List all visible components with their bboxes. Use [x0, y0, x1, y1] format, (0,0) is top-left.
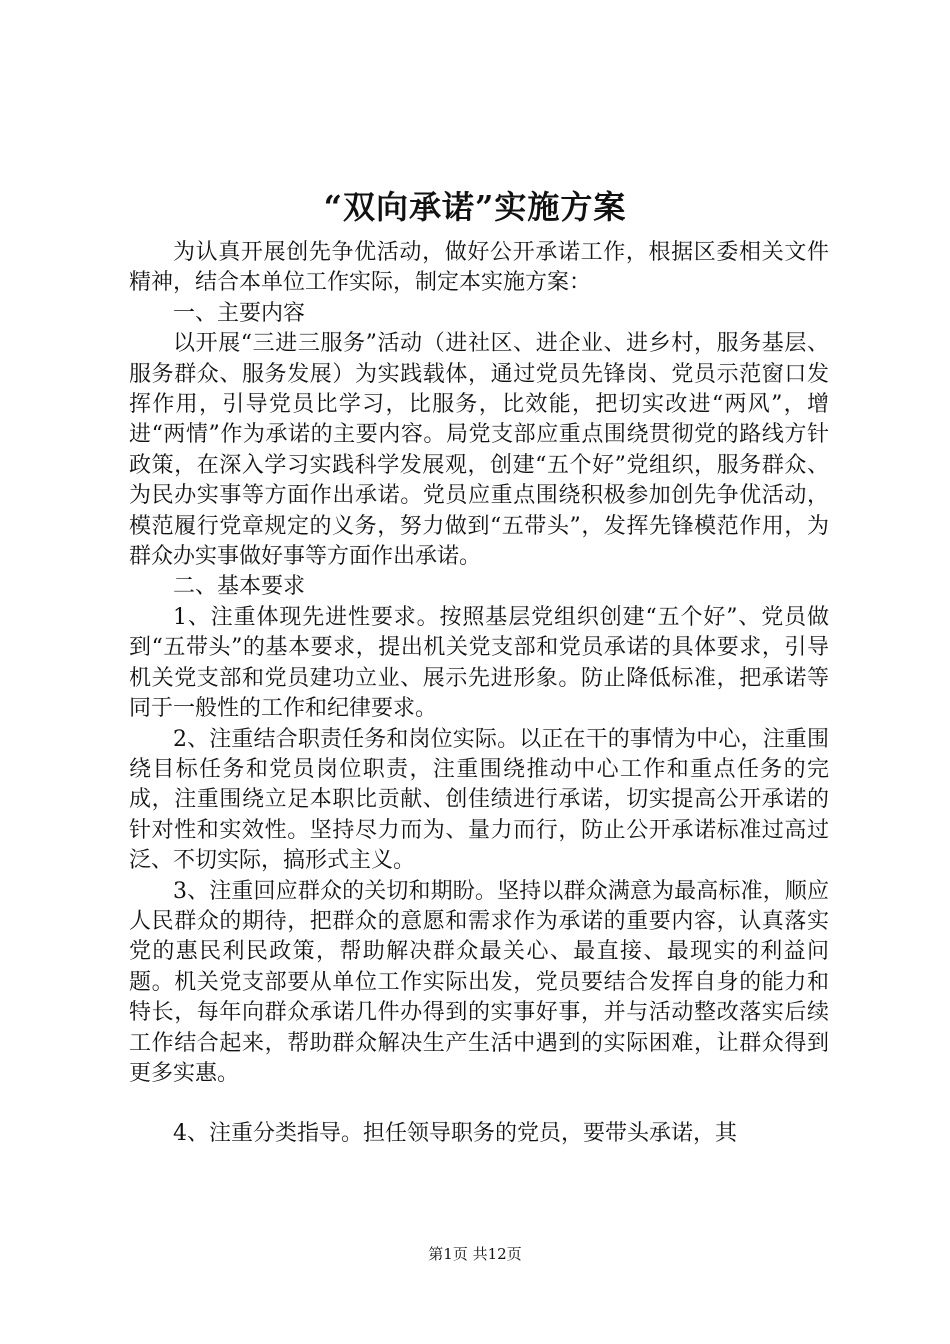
requirement-paragraph-2: 2、注重结合职责任务和岗位实际。以正在干的事情为中心，注重围绕目标任务和党员岗位职责，注重围绕推动中心工作和重点任务的完成，注重围绕立足本职比贡献、创佳绩进行承诺，切实提高公开承诺的针对性和实效性。坚持尽力而为、量力而行，防止公开承诺标准过高过泛、不切实际，搞形式主义。	[129, 726, 829, 874]
document-title: “双向承诺”实施方案	[323, 188, 627, 226]
requirement-paragraph-1: 1、注重体现先进性要求。按照基层党组织创建“五个好”、党员做到“五带头”的基本要求，提出机关党支部和党员承诺的具体要求，引导机关党支部和党员建功立业、展示先进形象。防止降低标准，把承诺等同于一般性的工作和纪律要求。	[129, 604, 829, 722]
section-heading-main-content: 一、主要内容	[173, 300, 306, 326]
requirement-paragraph-3: 3、注重回应群众的关切和期盼。坚持以群众满意为最高标准，顺应人民群众的期待，把群众的意愿和需求作为承诺的重要内容，认真落实党的惠民利民政策，帮助解决群众最关心、最直接、最现实的利益问题。机关党支部要从单位工作实际出发，党员要结合发挥自身的能力和特长，每年向群众承诺几件办得到的实事好事，并与活动整改落实后续工作结合起来，帮助群众解决生产生活中遇到的实际困难，让群众得到更多实惠。	[129, 878, 829, 1086]
main-content-paragraph: 以开展“三进三服务”活动（进社区、进企业、进乡村，服务基层、服务群众、服务发展）为实践载体，通过党员先锋岗、党员示范窗口发挥作用，引导党员比学习，比服务，比效能，把切实改进“两风”，增进“两情”作为承诺的主要内容。局党支部应重点围绕贯彻党的路线方针政策，在深入学习实践科学发展观，创建“五个好”党组织，服务群众、为民办实事等方面作出承诺。党员应重点围绕积极参加创先争优活动，模范履行党章规定的义务，努力做到“五带头”，发挥先锋模范作用，为群众办实事做好事等方面作出承诺。	[129, 331, 829, 570]
section-heading-basic-requirements: 二、基本要求	[173, 574, 306, 600]
intro-paragraph: 为认真开展创先争优活动，做好公开承诺工作，根据区委相关文件精神，结合本单位工作实际，制定本实施方案：	[129, 240, 829, 296]
page-footer: 第1页 共12页	[428, 1245, 522, 1263]
requirement-paragraph-4: 4、注重分类指导。担任领导职务的党员，要带头承诺，其	[173, 1121, 737, 1147]
document-body	[129, 238, 829, 1150]
